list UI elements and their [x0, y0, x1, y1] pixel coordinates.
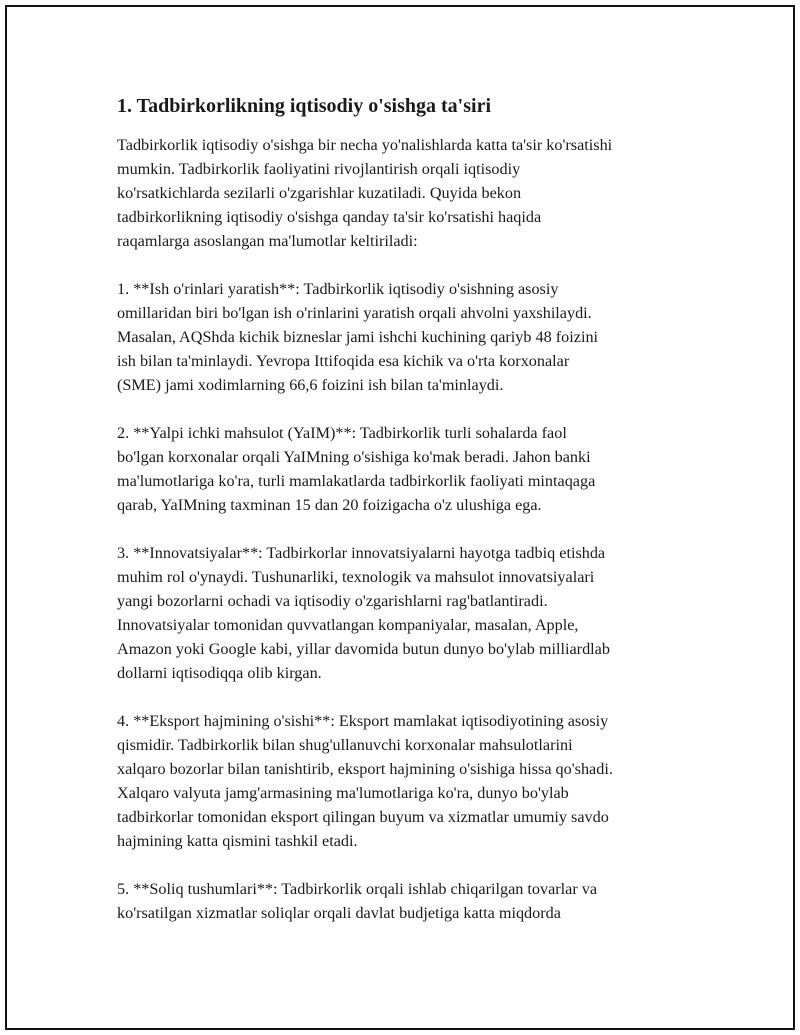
paragraph-export: [117, 709, 697, 853]
paragraph-line: (SME) jami xodimlarning 66,6 foizini ish bilan ta'minlaydi.: [117, 376, 504, 394]
section-title: 1. Tadbirkorlikning iqtisodiy o'sishga ta'siri: [117, 95, 492, 117]
paragraph-line: omillaridan biri bo'lgan ish o'rinlarini yaratish orqali ahvolni yaxshilaydi.: [117, 304, 592, 322]
paragraph-line: yangi bozorlarni ochadi va iqtisodiy o'zgarishlarni rag'batlantiradi.: [117, 592, 548, 610]
paragraph-line: Xalqaro valyuta jamg'armasining ma'lumotlariga ko'ra, dunyo bo'ylab: [117, 784, 569, 802]
paragraph-line: dollarni iqtisodiqqa olib kirgan.: [117, 664, 322, 682]
paragraph-tax: [117, 877, 697, 925]
paragraph-line: 1. **Ish o'rinlari yaratish**: Tadbirkorlik iqtisodiy o'sishning asosiy: [117, 280, 559, 298]
paragraph-line: mumkin. Tadbirkorlik faoliyatini rivojlantirish orqali iqtisodiy: [117, 160, 521, 178]
paragraph-line: 2. **Yalpi ichki mahsulot (YaIM)**: Tadbirkorlik turli sohalarda faol: [117, 424, 567, 442]
paragraph-line: qarab, YaIMning taxminan 15 dan 20 foizigacha o'z ulushiga ega.: [117, 496, 542, 514]
paragraph-line: hajmining katta qismini tashkil etadi.: [117, 832, 358, 850]
paragraph-line: Amazon yoki Google kabi, yillar davomida butun dunyo bo'ylab milliardlab: [117, 640, 610, 658]
paragraph-intro: [117, 133, 697, 253]
paragraph-line: Innovatsiyalar tomonidan quvvatlangan kompaniyalar, masalan, Apple,: [117, 616, 579, 634]
paragraph-line: 3. **Innovatsiyalar**: Tadbirkorlar innovatsiyalarni hayotga tadbiq etishda: [117, 544, 606, 562]
paragraph-line: bo'lgan korxonalar orqali YaIMning o'sishiga ko'mak beradi. Jahon banki: [117, 448, 591, 466]
paragraph-line: 4. **Eksport hajmining o'sishi**: Eksport mamlakat iqtisodiyotining asosiy: [117, 712, 609, 730]
paragraph-line: ko'rsatkichlarda sezilarli o'zgarishlar kuzatiladi. Quyida bekon: [117, 184, 522, 202]
paragraph-line: raqamlarga asoslangan ma'lumotlar keltiriladi:: [117, 232, 418, 250]
paragraph-line: qismidir. Tadbirkorlik bilan shug'ullanuvchi korxonalar mahsulotlarini: [117, 736, 573, 754]
paragraph-line: tadbirkorlar tomonidan eksport qilingan buyum va xizmatlar umumiy savdo: [117, 808, 609, 826]
paragraph-line: tadbirkorlikning iqtisodiy o'sishga qanday ta'sir ko'rsatishi haqida: [117, 208, 542, 226]
paragraph-list: [117, 133, 697, 925]
paragraph-innovation: [117, 541, 697, 685]
paragraph-jobs: [117, 277, 697, 397]
paragraph-line: muhim rol o'ynaydi. Tushunarliki, texnologik va mahsulot innovatsiyalari: [117, 568, 595, 586]
paragraph-line: ma'lumotlariga ko'ra, turli mamlakatlarda tadbirkorlik faoliyati mintaqaga: [117, 472, 596, 490]
paragraph-gdp: [117, 421, 697, 517]
paragraph-line: ish bilan ta'minlaydi. Yevropa Ittifoqida esa kichik va o'rta korxonalar: [117, 352, 570, 370]
document-body: [117, 93, 697, 949]
paragraph-line: Masalan, AQShda kichik bizneslar jami ishchi kuchining qariyb 48 foizini: [117, 328, 599, 346]
paragraph-line: Tadbirkorlik iqtisodiy o'sishga bir necha yo'nalishlarda katta ta'sir ko'rsatishi: [117, 136, 613, 154]
paragraph-line: xalqaro bozorlar bilan tanishtirib, eksport hajmining o'sishiga hissa qo'shadi.: [117, 760, 613, 778]
paragraph-line: ko'rsatilgan xizmatlar soliqlar orqali davlat budjetiga katta miqdorda: [117, 904, 561, 922]
paragraph-line: 5. **Soliq tushumlari**: Tadbirkorlik orqali ishlab chiqarilgan tovarlar va: [117, 880, 598, 898]
